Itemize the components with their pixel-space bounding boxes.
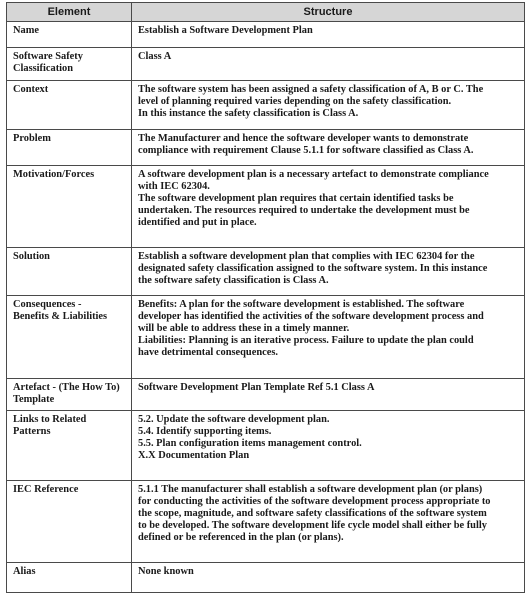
- structure-text-line: The Manufacturer and hence the software developer wants to demonstrate: [138, 133, 469, 145]
- structure-cell: [132, 379, 525, 411]
- structure-text-line: with IEC 62304.: [138, 181, 210, 193]
- structure-cell: [132, 166, 525, 248]
- table-row: [7, 481, 525, 563]
- element-label-line: Benefits & Liabilities: [13, 311, 108, 323]
- structure-text-line: 5.2. Update the software development plan.: [138, 414, 330, 426]
- structure-column-header: Structure: [132, 3, 525, 22]
- pattern-table: [6, 2, 525, 593]
- structure-cell: [132, 248, 525, 296]
- element-cell: [7, 22, 132, 48]
- structure-text-line: Software Development Plan Template Ref 5.1 Class A: [138, 382, 375, 394]
- structure-text-line: to be developed. The software development life cycle model shall either be fully: [138, 520, 487, 532]
- element-label-line: Software Safety: [13, 51, 83, 63]
- table-row: [7, 248, 525, 296]
- structure-text-line: Liabilities: Planning is an iterative process. Failure to update the plan could: [138, 335, 474, 347]
- structure-text-line: undertaken. The resources required to undertake the development must be: [138, 205, 470, 217]
- structure-text-line: the scope, magnitude, and software safety classifications of the software system: [138, 508, 487, 520]
- structure-text-line: X.X Documentation Plan: [138, 450, 250, 462]
- element-cell: [7, 379, 132, 411]
- table-row: [7, 130, 525, 166]
- structure-text-line: designated safety classification assigned to the software system. In this instance: [138, 263, 488, 275]
- element-cell: [7, 48, 132, 81]
- structure-cell: [132, 130, 525, 166]
- structure-text-line: defined or be referenced in the plan (or plans).: [138, 532, 344, 544]
- element-label-line: Template: [13, 394, 55, 406]
- element-cell: [7, 411, 132, 481]
- element-label-line: Links to Related: [13, 414, 87, 426]
- structure-cell: [132, 81, 525, 130]
- structure-text-line: level of planning required varies depending on the safety classification.: [138, 96, 452, 108]
- structure-text-line: In this instance the safety classification is Class A.: [138, 108, 359, 120]
- structure-cell: [132, 481, 525, 563]
- element-label-line: Problem: [13, 133, 51, 145]
- element-cell: [7, 248, 132, 296]
- structure-text-line: The software development plan requires that certain identified tasks be: [138, 193, 454, 205]
- element-label-line: Patterns: [13, 426, 51, 438]
- structure-cell: [132, 296, 525, 379]
- element-label-line: Context: [13, 84, 49, 96]
- element-label-line: IEC Reference: [13, 484, 79, 496]
- table-row: [7, 296, 525, 379]
- structure-cell: [132, 411, 525, 481]
- element-label-line: Name: [13, 25, 39, 37]
- table-row: [7, 411, 525, 481]
- table-row: [7, 166, 525, 248]
- table-row: [7, 48, 525, 81]
- structure-text-line: 5.1.1 The manufacturer shall establish a software development plan (or plans): [138, 484, 483, 496]
- table-row: [7, 81, 525, 130]
- element-label-line: Artefact - (The How To): [13, 382, 120, 394]
- element-cell: [7, 130, 132, 166]
- table-body: [7, 22, 525, 593]
- structure-text-line: Benefits: A plan for the software development is established. The software: [138, 299, 465, 311]
- header-row: [7, 3, 525, 22]
- structure-text-line: None known: [138, 566, 194, 578]
- table-row: [7, 22, 525, 48]
- structure-text-line: compliance with requirement Clause 5.1.1 for software classified as Class A.: [138, 145, 474, 157]
- structure-text-line: identified and put in place.: [138, 217, 257, 229]
- structure-cell: [132, 22, 525, 48]
- structure-text-line: 5.4. Identify supporting items.: [138, 426, 272, 438]
- structure-text-line: A software development plan is a necessary artefact to demonstrate compliance: [138, 169, 489, 181]
- structure-text-line: will be able to address these in a timely manner.: [138, 323, 350, 335]
- element-label-line: Motivation/Forces: [13, 169, 95, 181]
- element-cell: [7, 296, 132, 379]
- element-label-line: Classification: [13, 63, 74, 75]
- structure-text-line: The software system has been assigned a safety classification of A, B or C. The: [138, 84, 484, 96]
- element-cell: [7, 166, 132, 248]
- structure-text-line: Establish a Software Development Plan: [138, 25, 313, 37]
- element-label-line: Solution: [13, 251, 50, 263]
- structure-text-line: Establish a software development plan that complies with IEC 62304 for the: [138, 251, 475, 263]
- structure-text-line: 5.5. Plan configuration items management control.: [138, 438, 362, 450]
- element-cell: [7, 81, 132, 130]
- structure-text-line: Class A: [138, 51, 172, 63]
- structure-text-line: have detrimental consequences.: [138, 347, 278, 359]
- structure-cell: [132, 48, 525, 81]
- table-row: [7, 379, 525, 411]
- element-label-line: Alias: [13, 566, 36, 578]
- structure-text-line: developer has identified the activities of the software development process and: [138, 311, 484, 323]
- element-column-header: Element: [7, 3, 132, 22]
- structure-text-line: for conducting the activities of the software development process appropriate to: [138, 496, 491, 508]
- element-cell: [7, 481, 132, 563]
- element-label-line: Consequences -: [13, 299, 82, 311]
- structure-text-line: the software safety classification is Class A.: [138, 275, 329, 287]
